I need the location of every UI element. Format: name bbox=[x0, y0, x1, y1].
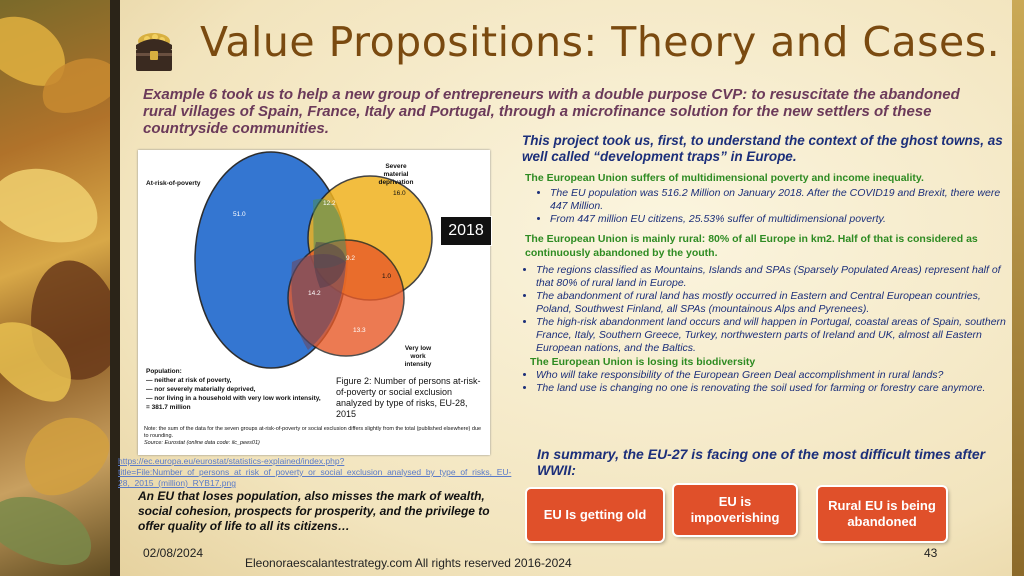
treasure-chest-icon bbox=[133, 29, 175, 73]
rural-eu-abandoned-button[interactable]: Rural EU is being abandoned bbox=[818, 487, 946, 541]
svg-text:Population:: Population: bbox=[146, 368, 182, 375]
list-item: • The regions classified as Mountains, Islands and SPAs (Sparsely Populated Areas) represent half of that 80% of rural land in Europe. bbox=[536, 264, 1017, 290]
value-work-only: 13.3 bbox=[353, 327, 366, 334]
label-very-low-work-intensity: Very low work intensity bbox=[404, 345, 432, 368]
label-severe-material-deprivation: Severe material deprivation bbox=[378, 163, 414, 186]
eu-impoverishing-button[interactable]: EU is impoverishing bbox=[674, 485, 796, 535]
section1-list bbox=[522, 187, 1017, 226]
svg-text:— nor living in a household wi: — nor living in a household with very low work intensity, bbox=[146, 395, 321, 402]
value-deprivation-work: 1.0 bbox=[382, 273, 392, 280]
svg-text:— neither at risk of poverty,: — neither at risk of poverty, bbox=[146, 377, 232, 384]
outro-paragraph: An EU that loses population, also misses the mark of wealth, social cohesion, prospects for prosperity, and the privilege to offer quality of life to all its citizens… bbox=[138, 489, 490, 533]
section3-list bbox=[522, 369, 1017, 395]
page-number: 43 bbox=[924, 546, 938, 560]
svg-text:= 381.7 million: = 381.7 million bbox=[146, 404, 191, 411]
value-poverty-only: 51.0 bbox=[233, 211, 246, 218]
population-note bbox=[146, 368, 321, 411]
list-item: • From 447 million EU citizens, 25.53% suffer of multidimensional poverty. bbox=[550, 213, 1017, 226]
svg-text:— nor severely materially depr: — nor severely materially deprived, bbox=[146, 386, 256, 393]
list-item: • The high-risk abandonment land occurs and will happen in Portugal, coastal areas of Spain, southern France, Italy, Southern Greece, Turkey, northwestern parts of Ireland and UK, almost all Eastern European nations, and the Baltics. bbox=[536, 316, 1017, 355]
divider-bar bbox=[110, 0, 120, 576]
right-column bbox=[522, 133, 1017, 395]
slide-title: Value Propositions: Theory and Cases. bbox=[200, 18, 1001, 66]
slide-date: 02/08/2024 bbox=[143, 546, 204, 560]
figure-source: Source: Eurostat (online data code: ilc_pees01) bbox=[144, 440, 260, 446]
venn-figure-panel bbox=[138, 150, 490, 455]
list-item: • The abandonment of rural land has mostly occurred in Eastern and Central European countries, Poland, Southwest Finland, all SPAs (mountainous Alps and Pyrenees). bbox=[536, 290, 1017, 316]
list-item: • Who will take responsibility of the European Green Deal accomplishment in rural lands? bbox=[536, 369, 1017, 382]
value-deprivation-only: 16.0 bbox=[393, 190, 406, 197]
list-item: • The EU population was 516.2 Million on January 2018. After the COVID19 and Brexit, there were 447 Million. bbox=[550, 187, 1017, 213]
list-item: • The land use is changing no one is renovating the soil used for farming or forestry care anymore. bbox=[536, 382, 1017, 395]
source-link[interactable]: https://ec.europa.eu/eurostat/statistics-explained/index.php?title=File:Number_of_persons_at_risk_of_poverty_or_social_exclusion_analysed_by_type_of_risks,_EU-28,_2015_(million)_RYB17.png bbox=[118, 456, 512, 488]
intro-paragraph: Example 6 took us to help a new group of entrepreneurs with a double purpose CVP: to resuscitate the abandoned rural villages of Spain, France, Italy and Portugal, through a microfinance solution for the new settlers of these countryside communities. bbox=[143, 86, 960, 137]
section3-title: The European Union is losing its biodiversity bbox=[530, 356, 756, 368]
section1-title: The European Union suffers of multidimensional poverty and income inequality. bbox=[525, 172, 924, 184]
label-at-risk-of-poverty: At-risk-of-poverty bbox=[146, 180, 201, 187]
figure-caption: Figure 2: Number of persons at-risk-of-poverty or social exclusion analyzed by type of risks, EU-28, 2015 bbox=[336, 376, 481, 419]
context-heading: This project took us, first, to understand the context of the ghost towns, as well called “development traps” in Europe. bbox=[522, 133, 1003, 164]
value-poverty-work: 14.2 bbox=[308, 290, 321, 297]
section2-title: The European Union is mainly rural: 80% of all Europe in km2. Half of that is considered as continuously abandoned by the youth. bbox=[525, 233, 978, 259]
decorative-flower-strip bbox=[0, 0, 118, 576]
footer-copyright: Eleonoraescalantestrategy.com All rights reserved 2016-2024 bbox=[245, 556, 572, 570]
year-badge: 2018 bbox=[440, 216, 492, 246]
section2-list bbox=[522, 264, 1017, 355]
venn-diagram bbox=[138, 150, 490, 455]
summary-text: In summary, the EU-27 is facing one of the most difficult times after WWII: bbox=[537, 446, 986, 478]
figure-note: Note: the sum of the data for the seven groups at-risk-of-poverty or social exclusion differs slightly from the total (published elsewhere) due to rounding. bbox=[144, 426, 482, 439]
eu-getting-old-button[interactable]: EU Is getting old bbox=[527, 489, 663, 541]
value-poverty-deprivation: 12.2 bbox=[323, 200, 336, 207]
value-all-three: 9.2 bbox=[346, 255, 356, 262]
